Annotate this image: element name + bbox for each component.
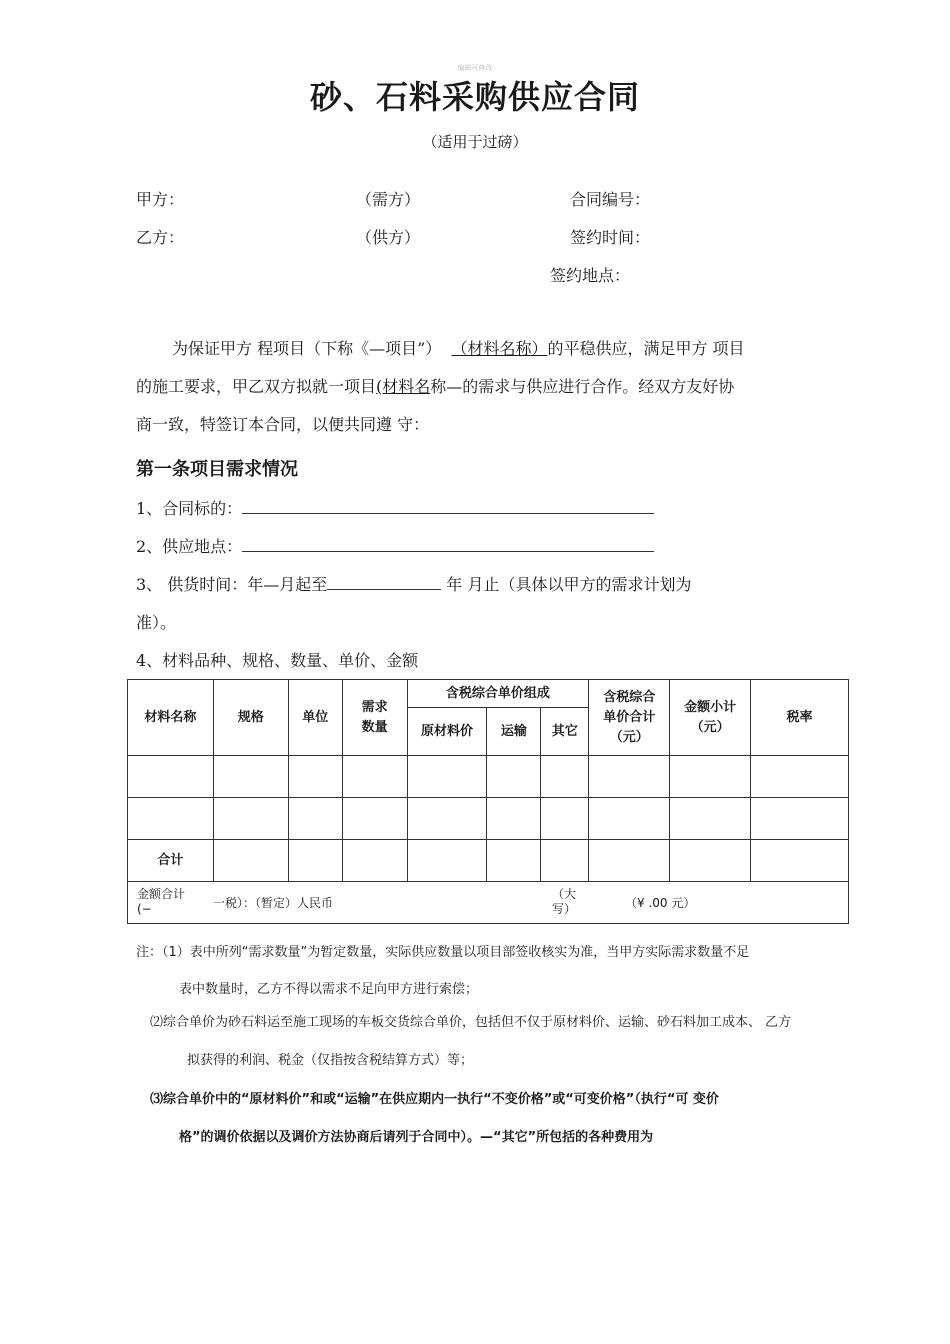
intro-material-name-2: (材料名	[376, 377, 431, 396]
amount-total-label-l2: (−	[137, 902, 152, 916]
header-unit: 单位	[288, 680, 342, 756]
table-cell[interactable]	[541, 840, 589, 882]
intro-line-2-a: 的施工要求，甲乙双方拟就一项目	[136, 377, 377, 396]
party-a-label: 甲方：	[136, 190, 185, 209]
table-cell[interactable]	[670, 840, 751, 882]
table-header-row-1	[128, 680, 849, 708]
header-quantity-l1: 需求	[361, 699, 388, 715]
table-cell[interactable]	[541, 798, 589, 840]
table-cell[interactable]	[288, 756, 342, 798]
signing-time-label: 签约时间：	[570, 228, 651, 247]
table-cell[interactable]	[407, 798, 487, 840]
document-subtitle: （适用于过磅）	[422, 133, 528, 151]
header-other: 其它	[541, 708, 589, 756]
amount-capital-l1: （大	[552, 887, 577, 901]
header-unit-price-total-l2: 单价合计	[603, 709, 656, 725]
party-b-label: 乙方：	[136, 228, 185, 247]
item-2-blank[interactable]	[242, 537, 654, 552]
intro-line-2	[136, 374, 734, 397]
amount-total-cell	[128, 882, 849, 924]
item-4: 4、材料品种、规格、数量、单价、金额	[136, 651, 419, 670]
table-cell[interactable]	[670, 756, 751, 798]
intro-line-3: 商一致，特签订本合同，以便共同遵 守：	[136, 415, 430, 434]
table-cell[interactable]	[589, 840, 670, 882]
item-2-label: 2、供应地点：	[136, 537, 243, 556]
table-cell[interactable]	[407, 756, 487, 798]
party-a-role: （需方）	[356, 190, 421, 209]
header-raw-material-price: 原材料价	[407, 708, 487, 756]
table-row	[128, 756, 849, 798]
table-cell[interactable]	[487, 798, 541, 840]
table-cell[interactable]	[751, 798, 849, 840]
table-cell[interactable]	[751, 756, 849, 798]
header-material-name: 材料名称	[128, 680, 214, 756]
table-cell[interactable]	[407, 840, 487, 882]
header-price-composition: 含税综合单价组成	[407, 680, 589, 708]
amount-capital-l2: 写）	[552, 902, 577, 916]
contract-number-label: 合同编号：	[570, 190, 651, 209]
header-amount-subtotal	[670, 680, 751, 756]
note-3-line-1: ⑶综合单价中的“原材料价”和或“运输”在供应期内一执行“不变价格”或“可变价格”（执行“可 变价	[150, 1092, 719, 1107]
note-2-line-1: ⑵综合单价为砂石料运至施工现场的车板交货综合单价，包括但不仅于原材料价、运输、砂石料加工成本、 乙方	[150, 1015, 792, 1030]
table-cell[interactable]	[342, 840, 407, 882]
table-cell[interactable]	[288, 798, 342, 840]
table-cell[interactable]	[670, 798, 751, 840]
table-cell[interactable]	[128, 756, 214, 798]
materials-table	[127, 679, 849, 924]
table-cell[interactable]	[751, 840, 849, 882]
intro-line-2-b: 称—的需求与供应进行合作。经双方友好协	[430, 377, 735, 396]
amount-yuan: （¥ .00 元）	[625, 896, 696, 910]
intro-line-1-a: 为保证甲方 程项目（下称《—项目”）	[172, 339, 442, 358]
intro-line-1	[172, 336, 745, 359]
party-b-role: （供方）	[356, 228, 421, 247]
header-tax-rate: 税率	[751, 680, 849, 756]
table-row	[128, 798, 849, 840]
header-amount-subtotal-l2: （元）	[690, 719, 730, 735]
watermark: 编辑可修改	[457, 64, 493, 72]
table-cell[interactable]	[213, 756, 288, 798]
item-3-b: 年 月止（具体以甲方的需求计划为	[446, 575, 692, 594]
amount-total-label	[137, 887, 185, 917]
table-cell[interactable]	[288, 840, 342, 882]
item-1-label: 1、合同标的：	[136, 499, 243, 518]
item-1-blank[interactable]	[242, 499, 654, 514]
table-cell[interactable]	[213, 798, 288, 840]
note-2-line-2: 拟获得的利润、税金（仅指按含税结算方式）等；	[187, 1053, 474, 1068]
item-1	[136, 496, 654, 519]
table-cell[interactable]	[541, 756, 589, 798]
table-cell[interactable]	[589, 756, 670, 798]
note-1-line-2: 表中数量时，乙方不得以需求不足向甲方进行索偿；	[179, 982, 479, 997]
note-1-line-1: 注：（1）表中所列“需求数量”为暂定数量，实际供应数量以项目部签收核实为准，当甲方实际需求数量不足	[136, 945, 750, 960]
table-cell[interactable]	[487, 756, 541, 798]
header-quantity-l2: 数量	[361, 719, 388, 735]
table-cell[interactable]	[342, 756, 407, 798]
header-unit-price-total	[589, 680, 670, 756]
item-3-blank[interactable]	[327, 575, 441, 590]
header-spec: 规格	[213, 680, 288, 756]
amount-total-row	[128, 882, 849, 924]
sum-label: 合计	[128, 840, 214, 882]
amount-total-rmb: 一税）：（暂定）人民币	[213, 896, 334, 910]
section-1-title: 第一条项目需求情况	[136, 459, 298, 480]
table-cell[interactable]	[589, 798, 670, 840]
table-cell[interactable]	[213, 840, 288, 882]
item-3-a: 3、 供货时间：年—月起至	[136, 575, 328, 594]
intro-material-name: （材料名称）	[451, 339, 548, 358]
header-unit-price-total-l1: 含税综合	[603, 689, 656, 705]
table-cell[interactable]	[342, 798, 407, 840]
amount-total-label-l1: 金额合计	[137, 887, 186, 901]
document-title: 砂、石料采购供应合同	[309, 78, 640, 116]
header-unit-price-total-l3: （元）	[609, 729, 649, 745]
signing-place-label: 签约地点：	[550, 266, 631, 285]
table-cell[interactable]	[128, 798, 214, 840]
header-amount-subtotal-l1: 金额小计	[684, 699, 737, 715]
header-transport: 运输	[487, 708, 541, 756]
item-3	[136, 572, 691, 595]
item-3-cont: 准）。	[136, 613, 177, 632]
note-3-line-2: 格”的调价依据以及调价方法协商后请列于合同中）。—“其它”所包括的各种费用为	[179, 1130, 654, 1145]
amount-capital	[552, 887, 576, 917]
table-sum-row	[128, 840, 849, 882]
header-quantity	[342, 680, 407, 756]
intro-line-1-b: 的平稳供应，满足甲方 项目	[547, 339, 745, 358]
item-2	[136, 534, 654, 557]
table-cell[interactable]	[487, 840, 541, 882]
